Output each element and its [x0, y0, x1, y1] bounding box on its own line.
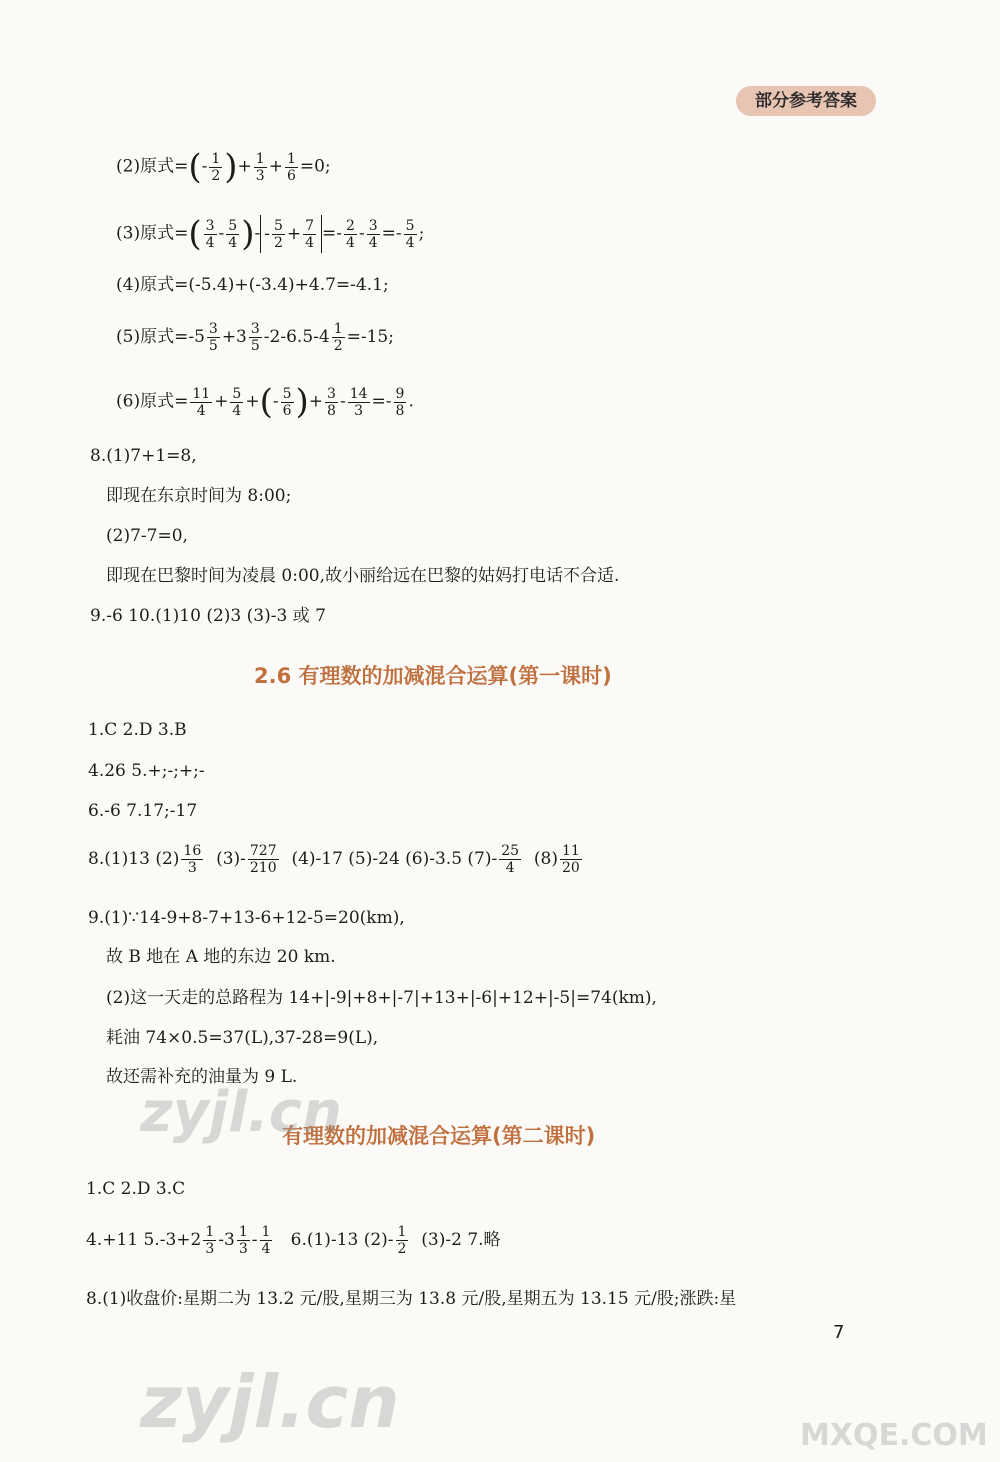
- watermark: zyjl.cn: [140, 1080, 342, 1145]
- answer-line: 1.C 2.D 3.C: [86, 1179, 186, 1199]
- answer-line: (6)原式= $\frac{11}{4}$ + $\frac{5}{4}$ +(- $\frac{5}{6}$ )+ $\frac{3}{8}$ - $\frac{14}{3}$ =- $\frac{9}{8}$ .: [116, 382, 414, 422]
- answer-line: (3)原式=( $\frac{3}{4}$ - $\frac{5}{4}$ )- - $\frac{5}{2}$ + $\frac{7}{4}$ =- $\frac{2}{4}$ - $\frac{3}{4}$ =- $\frac{5}{4}$ ;: [116, 214, 425, 254]
- answer-line: (2)这一天走的总路程为 14+|-9|+8+|-7|+13+|-6|+12+|-5|=74(km),: [106, 988, 657, 1008]
- section-title: 有理数的加减混合运算(第二课时): [282, 1124, 596, 1148]
- answer-line: 故 B 地在 A 地的东边 20 km.: [106, 947, 336, 967]
- answer-line: (5)原式=-5 $\frac{3}{5}$ +3 $\frac{3}{5}$ -2-6.5-4 $\frac{1}{2}$ =-15;: [116, 321, 394, 354]
- answer-line: 1.C 2.D 3.B: [88, 720, 187, 740]
- answer-line: 即现在东京时间为 8:00;: [106, 486, 292, 506]
- answer-line: 9.-6 10.(1)10 (2)3 (3)-3 或 7: [90, 606, 326, 626]
- watermark: MXQE.COM: [800, 1418, 988, 1453]
- answer-line: 4.+11 5.-3+2 $\frac{1}{3}$ -3 $\frac{1}{3}$ - $\frac{1}{4}$ 6.(1)-13 (2)- $\frac{1}{2}$ (3)-2 7.略: [86, 1224, 501, 1257]
- answer-line: (4)原式=(-5.4)+(-3.4)+4.7=-4.1;: [116, 275, 389, 295]
- answer-line: (2)原式=(- $\frac{1}{2}$ )+ $\frac{1}{3}$ + $\frac{1}{6}$ =0;: [116, 147, 331, 187]
- section-title: 2.6 有理数的加减混合运算(第一课时): [254, 664, 612, 688]
- answer-line: (2)7-7=0,: [106, 526, 188, 546]
- answer-line: 6.-6 7.17;-17: [88, 801, 198, 821]
- answer-line: 8.(1)收盘价:星期二为 13.2 元/股,星期三为 13.8 元/股,星期五为 13.15 元/股;涨跌:星: [86, 1289, 737, 1309]
- watermark: zyjl.cn: [140, 1360, 400, 1444]
- answer-line: 故还需补充的油量为 9 L.: [106, 1067, 298, 1087]
- answer-line: 9.(1)∵14-9+8-7+13-6+12-5=20(km),: [88, 908, 405, 928]
- section-header-tab: 部分参考答案: [736, 86, 876, 116]
- answer-line: 即现在巴黎时间为凌晨 0:00,故小丽给远在巴黎的姑妈打电话不合适.: [106, 566, 620, 586]
- answer-line: 8.(1)7+1=8,: [90, 446, 197, 466]
- page-number: 7: [833, 1322, 845, 1343]
- answer-line: 8.(1)13 (2) $\frac{16}{3}$ (3)- $\frac{727}{210}$ (4)-17 (5)-24 (6)-3.5 (7)- $\frac{25}{4}$ (8) $\frac{11}{20}$: [88, 843, 580, 876]
- answer-line: 耗油 74×0.5=37(L),37-28=9(L),: [106, 1028, 379, 1048]
- answer-line: 4.26 5.+;-;+;-: [88, 761, 205, 781]
